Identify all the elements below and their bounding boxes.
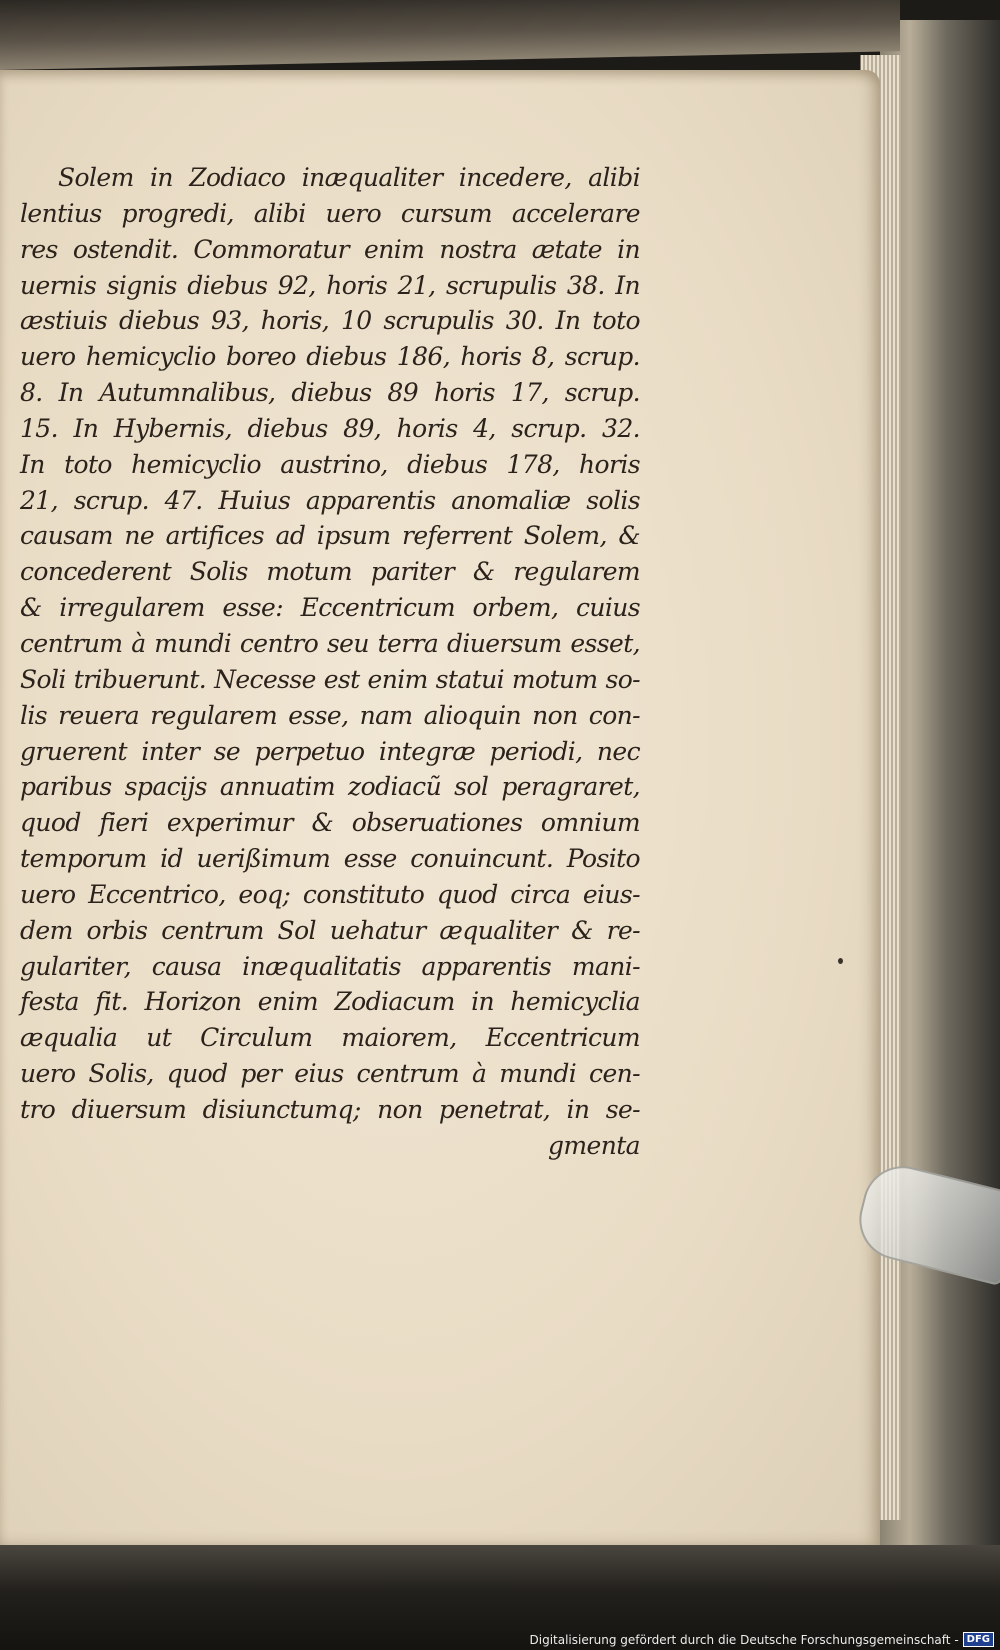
text-line: In toto hemicyclio austrino, diebus 178, horis [20, 449, 640, 479]
text-line: æstiuis diebus 93, horis, 10 scrupulis 30. In toto [20, 306, 640, 336]
text-line: paribus spacijs annuatim zodiacũ sol peragraret, [20, 772, 640, 802]
text-line: temporum id uerißimum esse conuincunt. Posito [20, 844, 640, 874]
text-line: Soli tribuerunt. Necesse est enim statui motum so- [20, 664, 640, 694]
text-line: gruerent inter se perpetuo integræ periodi, nec [20, 736, 640, 766]
text-line: gulariter, causa inæqualitatis apparentis mani- [20, 951, 640, 981]
text-line: dem orbis centrum Sol uehatur æqualiter & re- [20, 915, 640, 945]
book-cover-top [0, 0, 900, 70]
paper-speck [838, 958, 843, 964]
text-line: 15. In Hybernis, diebus 89, horis 4, scrup. 32. [20, 413, 640, 443]
text-line: 21, scrup. 47. Huius apparentis anomaliæ solis [20, 485, 640, 515]
text-line: concederent Solis motum pariter & regularem [20, 557, 640, 587]
catchword: gmenta [548, 1130, 640, 1160]
text-line: uernis signis diebus 92, horis 21, scrupulis 38. In [20, 270, 640, 300]
text-line: causam ne artifices ad ipsum referrent Solem, & [20, 521, 640, 551]
text-line: lentius progredi, alibi uero cursum accelerare [20, 198, 640, 228]
text-line: Solem in Zodiaco inæqualiter incedere, alibi [58, 163, 640, 192]
credit-text: Digitalisierung gefördert durch die Deutsche Forschungsgemeinschaft - [529, 1632, 959, 1647]
text-line: festa fit. Horizon enim Zodiacum in hemicyclia [20, 987, 640, 1017]
latin-text-block [20, 160, 640, 1164]
text-line: æqualia ut Circulum maiorem, Eccentricum [20, 1023, 640, 1053]
text-line: 8. In Autumnalibus, diebus 89 horis 17, scrup. [20, 378, 640, 408]
digitization-credit [530, 1632, 995, 1647]
text-line: uero hemicyclio boreo diebus 186, horis 8, scrup. [20, 342, 640, 372]
text-line: tro diuersum disiunctumq; non penetrat, in se- [20, 1094, 640, 1124]
text-line: & irregularem esse: Eccentricum orbem, cuius [20, 593, 640, 623]
dfg-logo: DFG [963, 1632, 994, 1647]
text-line: lis reuera regularem esse, nam alioquin non con- [20, 700, 640, 730]
text-line: centrum à mundi centro seu terra diuersum esset, [20, 628, 640, 658]
text-line: uero Solis, quod per eius centrum à mundi cen- [20, 1059, 640, 1089]
text-line: res ostendit. Commoratur enim nostra ætate in [20, 234, 640, 264]
text-line: quod fieri experimur & obseruationes omnium [20, 808, 640, 838]
text-line: uero Eccentrico, eoq; constituto quod circa eius- [20, 879, 640, 909]
